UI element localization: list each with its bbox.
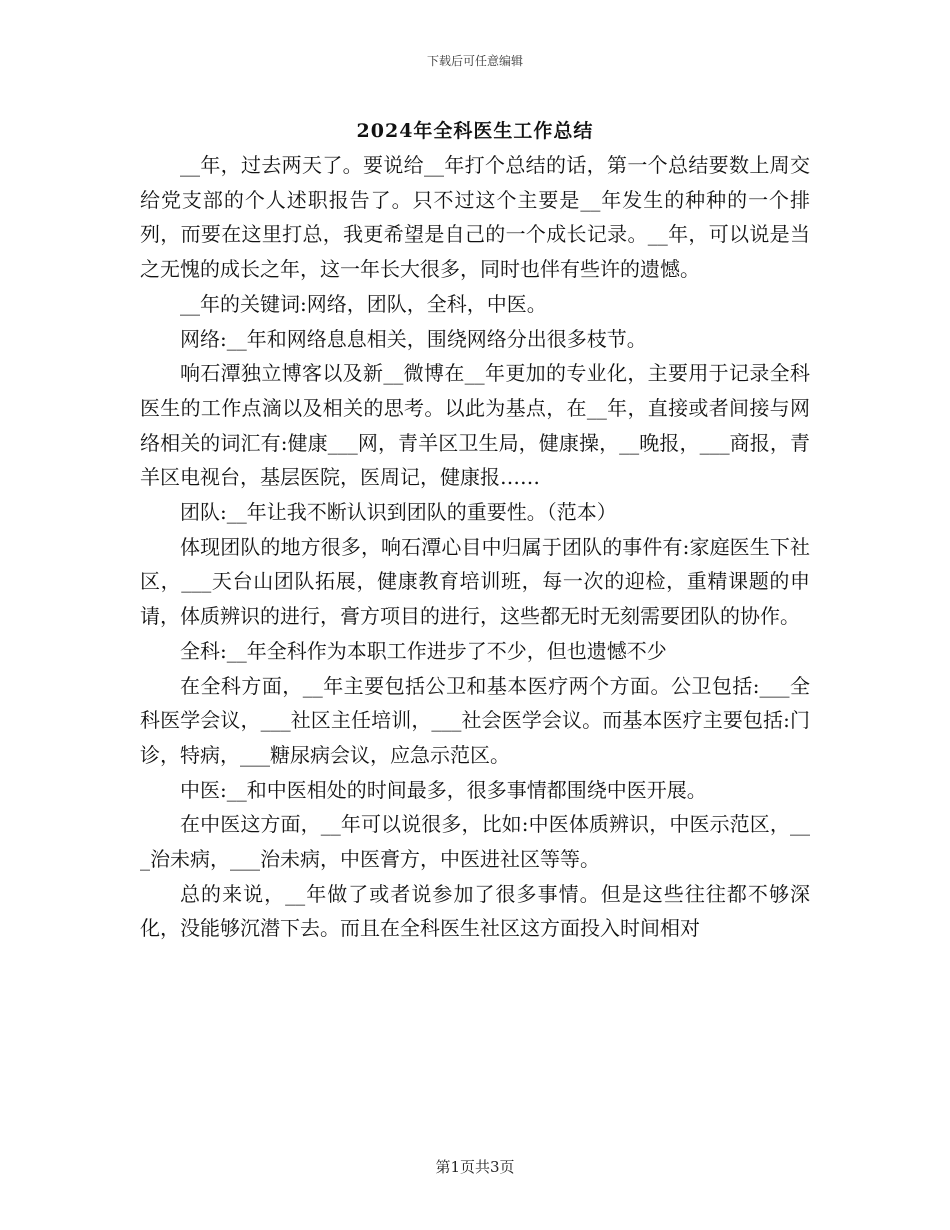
- paragraph-team-detail: 体现团队的地方很多，响石潭心目中归属于团队的事件有:家庭医生下社区，___天台山团队拓展，健康教育培训班，每一次的迎检，重精课题的申请，体质辨识的进行，膏方项目的进行，这些都无时无刻需要团队的协作。: [140, 534, 810, 629]
- page-number-footer: 第1页共3页: [435, 1158, 515, 1176]
- paragraph-keywords: __年的关键词:网络，团队，全科，中医。: [180, 291, 547, 316]
- document-title: 2024年全科医生工作总结: [356, 120, 594, 142]
- paragraph-general-detail: 在全科方面，__年主要包括公卫和基本医疗两个方面。公卫包括:___全科医学会议，___社区主任培训，___社会医学会议。而基本医疗主要包括:门诊，特病，___糖尿病会议，应急示范区。: [140, 673, 810, 767]
- paragraph-summary: 总的来说，__年做了或者说参加了很多事情。但是这些往往都不够深化，没能够沉潜下去。而且在全科医生社区这方面投入时间相对: [140, 881, 810, 941]
- paragraph-tcm-detail: 在中医这方面，__年可以说很多，比如:中医体质辨识，中医示范区，___治未病，___治未病，中医膏方，中医进社区等等。: [140, 812, 810, 872]
- paragraph-team-heading: 团队:__年让我不断认识到团队的重要性。（范本）: [180, 500, 617, 525]
- paragraph-tcm-heading: 中医:__和中医相处的时间最多，很多事情都围绕中医开展。: [180, 777, 707, 802]
- document-body: [140, 148, 810, 946]
- paragraph-general-heading: 全科:__年全科作为本职工作进步了不少，但也遗憾不少: [180, 638, 667, 663]
- paragraph-intro: __年，过去两天了。要说给__年打个总结的话，第一个总结要数上周交给党支部的个人述职报告了。只不过这个主要是__年发生的种种的一个排列，而要在这里打总，我更希望是自己的一个成长记录。__年，可以说是当之无愧的成长之年，这一年长大很多，同时也伴有些许的遗憾。: [140, 153, 810, 282]
- paragraph-network-detail: 响石潭独立博客以及新__微博在__年更加的专业化，主要用于记录全科医生的工作点滴以及相关的思考。以此为基点，在__年，直接或者间接与网络相关的词汇有:健康___网，青羊区卫生局，健康操，__晚报，___商报，青羊区电视台，基层医院，医周记，健康报……: [140, 361, 810, 490]
- page-header-note: 下载后可任意编辑: [426, 54, 523, 68]
- paragraph-network-heading: 网络:__年和网络息息相关，围绕网络分出很多枝节。: [180, 326, 647, 351]
